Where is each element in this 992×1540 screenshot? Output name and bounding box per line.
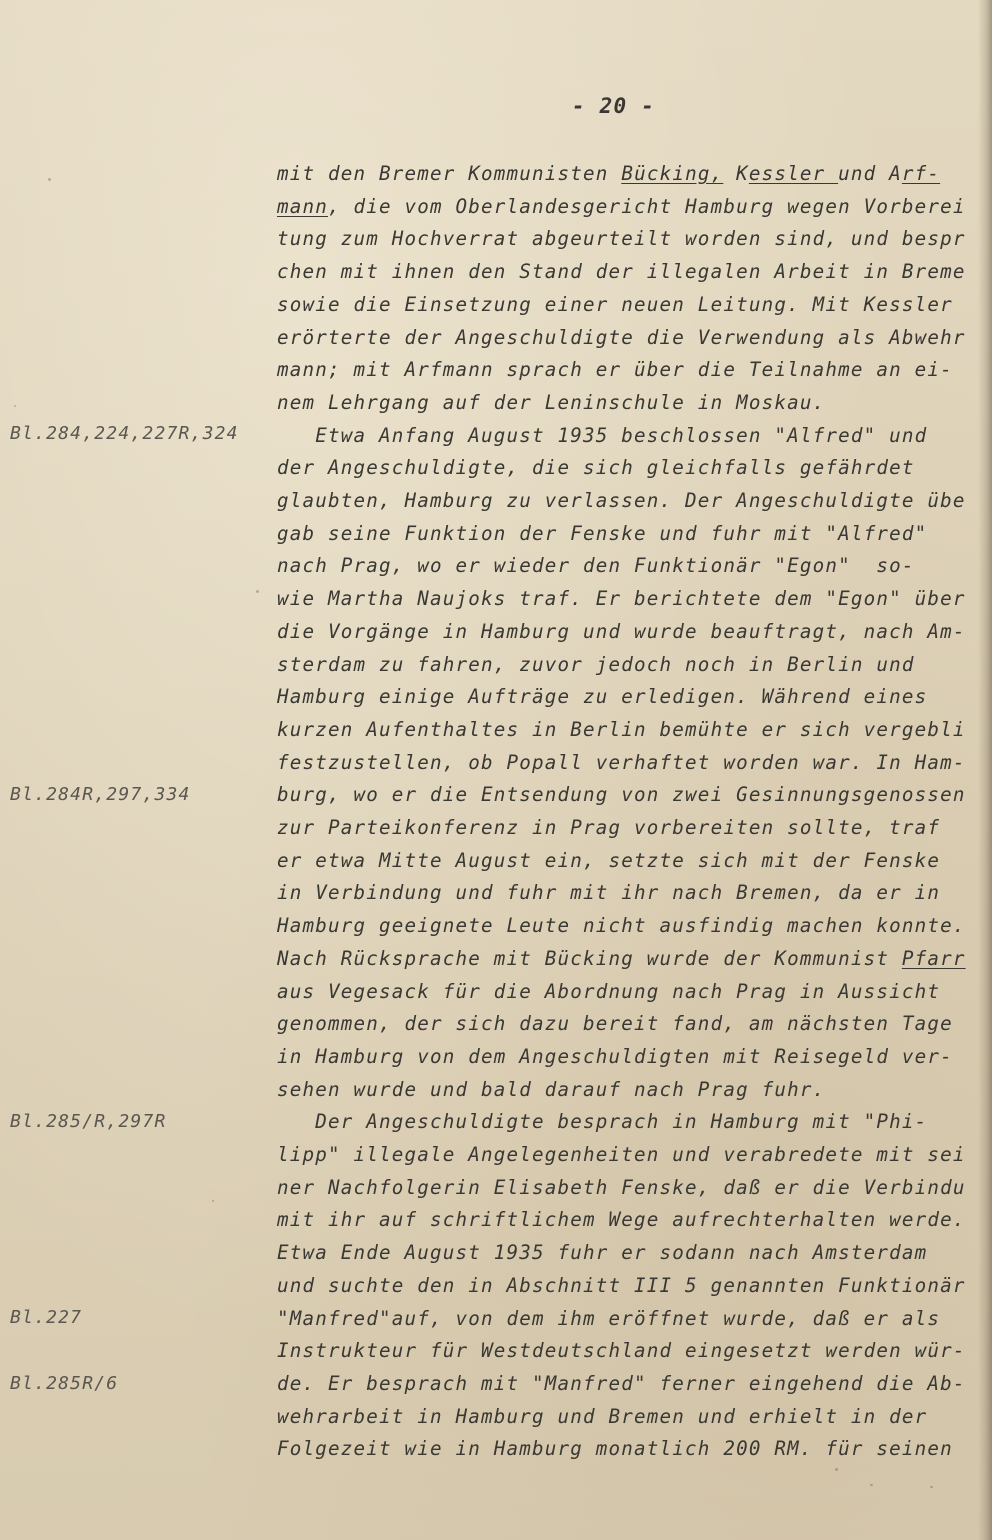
margin-note-1: Bl.284,224,227R,324 bbox=[10, 423, 239, 444]
body-line: ner Nachfolgerin Elisabeth Fenske, daß er die Verbindu bbox=[277, 1175, 966, 1199]
body-line: Folgezeit wie in Hamburg monatlich 200 RM. für seinen bbox=[277, 1437, 953, 1461]
body-line: burg, wo er die Entsendung von zwei Gesinnungsgenossen bbox=[277, 783, 966, 807]
margin-note-5: Bl.285R/6 bbox=[10, 1373, 119, 1394]
body-line: kurzen Aufenthaltes in Berlin bemühte er sich vergebli bbox=[277, 717, 966, 741]
body-line: er etwa Mitte August ein, setzte sich mit der Fenske bbox=[277, 848, 941, 872]
body-line: in Verbindung und fuhr mit ihr nach Bremen, da er in bbox=[277, 881, 941, 905]
body-line: Instrukteur für Westdeutschland eingesetzt werden wür- bbox=[277, 1339, 966, 1363]
body-line: Hamburg geeignete Leute nicht ausfindig machen konnte. bbox=[277, 914, 966, 938]
body-line: sterdam zu fahren, zuvor jedoch noch in Berlin und bbox=[277, 652, 915, 676]
paper-speck bbox=[212, 1200, 214, 1202]
body-line: mit ihr auf schriftlichem Wege aufrechterhalten werde. bbox=[277, 1208, 966, 1232]
margin-note-4: Bl.227 bbox=[10, 1307, 83, 1328]
page-edge-shadow bbox=[978, 0, 992, 1540]
body-line: zur Parteikonferenz in Prag vorbereiten sollte, traf bbox=[277, 816, 941, 839]
page-number: - 20 - bbox=[572, 94, 656, 118]
body-line: genommen, der sich dazu bereit fand, am nächsten Tage bbox=[277, 1012, 953, 1036]
body-line: mann, die vom Oberlandesgericht Hamburg wegen Vorberei bbox=[277, 194, 966, 218]
body-line: mann; mit Arfmann sprach er über die Teilnahme an ei- bbox=[277, 358, 953, 382]
paper-speck bbox=[14, 405, 16, 407]
body-line: chen mit ihnen den Stand der illegalen Arbeit in Breme bbox=[277, 260, 966, 284]
body-line: erörterte der Angeschuldigte die Verwendung als Abwehr bbox=[277, 325, 966, 349]
body-line: die Vorgänge in Hamburg und wurde beauftragt, nach Am- bbox=[277, 619, 966, 643]
body-line: glaubten, Hamburg zu verlassen. Der Angeschuldigte übe bbox=[277, 489, 966, 512]
paper-speck bbox=[930, 1486, 933, 1488]
underlined-name: rf- bbox=[901, 162, 941, 185]
underlined-name: Bücking, bbox=[621, 162, 724, 185]
paper-speck bbox=[870, 1484, 873, 1486]
body-line: de. Er besprach mit "Manfred" ferner eingehend die Ab- bbox=[277, 1371, 966, 1395]
body-line: aus Vegesack für die Abordnung nach Prag in Aussicht bbox=[277, 979, 941, 1003]
body-line: sowie die Einsetzung einer neuen Leitung. Mit Kessler bbox=[277, 292, 953, 316]
body-line: wie Martha Naujoks traf. Er berichtete dem "Egon" über bbox=[277, 587, 966, 611]
body-line: Hamburg einige Aufträge zu erledigen. Während eines bbox=[277, 685, 928, 709]
body-line: nem Lehrgang auf der Leninschule in Moskau. bbox=[277, 390, 826, 414]
body-line: sehen wurde und bald darauf nach Prag fuhr. bbox=[277, 1077, 826, 1101]
paper-speck bbox=[835, 1468, 838, 1471]
body-line: mit den Bremer Kommunisten Bücking, Kessler und Arf- bbox=[277, 162, 941, 185]
body-line: "Manfred"auf, von dem ihm eröffnet wurde, daß er als bbox=[277, 1306, 941, 1330]
paper-speck bbox=[48, 178, 51, 181]
body-line: wehrarbeit in Hamburg und Bremen und erhielt in der bbox=[277, 1404, 928, 1428]
underlined-name: essler bbox=[748, 162, 839, 185]
body-line: lipp" illegale Angelegenheiten und verabredete mit sei bbox=[277, 1143, 966, 1166]
body-line: Etwa Ende August 1935 fuhr er sodann nach Amsterdam bbox=[277, 1241, 928, 1265]
body-line: Etwa Anfang August 1935 beschlossen "Alfred" und bbox=[277, 423, 928, 447]
margin-note-2: Bl.284R,297,334 bbox=[10, 784, 191, 805]
body-line: und suchte den in Abschnitt III 5 genannten Funktionär bbox=[277, 1273, 966, 1297]
body-line: festzustellen, ob Popall verhaftet worden war. In Ham- bbox=[277, 750, 966, 774]
body-line: Der Angeschuldigte besprach in Hamburg mit "Phi- bbox=[277, 1110, 928, 1134]
body-line: tung zum Hochverrat abgeurteilt worden sind, und bespr bbox=[277, 227, 966, 251]
body-line: in Hamburg von dem Angeschuldigten mit Reisegeld ver- bbox=[277, 1044, 953, 1068]
body-line: Nach Rücksprache mit Bücking wurde der Kommunist Pfarr bbox=[277, 946, 966, 970]
underlined-name: Pfarr bbox=[901, 946, 966, 970]
paper-speck bbox=[256, 590, 259, 593]
body-line: nach Prag, wo er wieder den Funktionär "Egon" so- bbox=[277, 554, 915, 578]
body-line: der Angeschuldigte, die sich gleichfalls gefährdet bbox=[277, 456, 915, 480]
underlined-name: mann bbox=[277, 194, 329, 218]
margin-note-3: Bl.285/R,297R bbox=[10, 1111, 167, 1132]
body-line: gab seine Funktion der Fenske und fuhr mit "Alfred" bbox=[277, 521, 928, 545]
